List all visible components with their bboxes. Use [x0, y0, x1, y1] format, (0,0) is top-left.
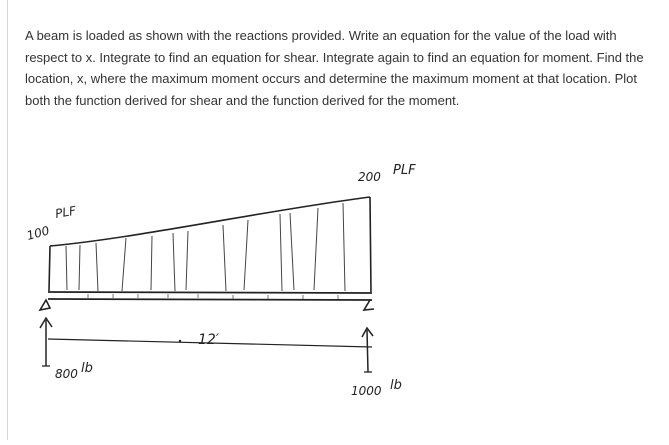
right-load-unit: PLF	[393, 163, 416, 178]
span-label: 12′	[198, 332, 219, 348]
beam-sketch	[18, 150, 468, 440]
left-support	[40, 300, 50, 310]
right-reaction-value: 1000	[351, 384, 382, 398]
left-reaction-value: 800	[55, 367, 78, 381]
question-text: A beam is loaded as shown with the reactions provided. Write an equation for the value of the load with respect to x. Integrate to find an equation for shear. Integrate again to find an equation for moment. Find the location, x, where the maximum moment occurs and determine the maximum moment at that location. Plot both the function derived for shear and the function derived for the moment.	[25, 28, 644, 108]
load-right-edge	[370, 197, 371, 292]
right-load-value: 200	[358, 170, 381, 184]
left-load-unit: PLF	[54, 203, 78, 221]
load-left-edge	[49, 246, 50, 291]
beam-bottom	[48, 299, 372, 300]
dimension-dot	[179, 340, 181, 342]
left-load-value: 100	[25, 223, 51, 243]
right-support	[364, 300, 374, 310]
beam-top	[48, 292, 372, 293]
beam-figure	[18, 150, 468, 440]
load-hatch-lines	[66, 203, 345, 291]
right-reaction-unit: lb	[390, 378, 402, 393]
right-reaction-arrow	[367, 330, 368, 372]
load-top-line	[50, 197, 370, 246]
beam-ticks	[88, 294, 338, 299]
left-reaction-unit: lb	[81, 361, 93, 376]
